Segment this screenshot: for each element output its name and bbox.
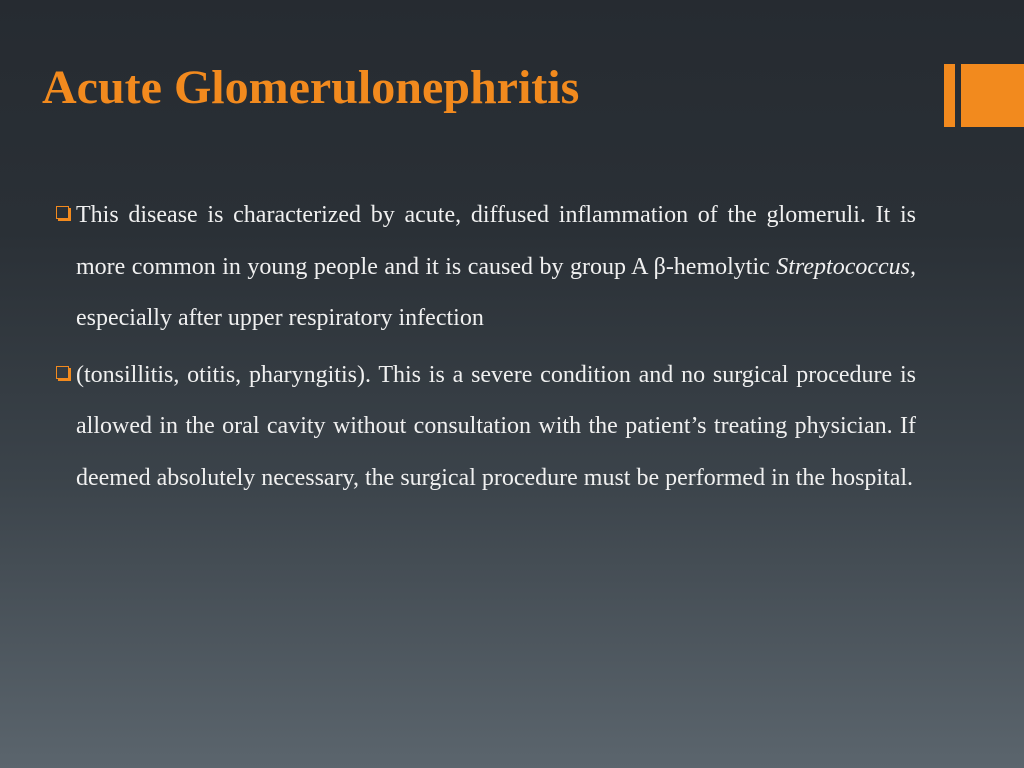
bullet-paragraph-1 xyxy=(54,190,916,345)
checkbox-square-bullet-icon xyxy=(56,366,69,379)
checkbox-square-bullet-icon xyxy=(56,206,69,219)
bullet-1-text-start: This disease is characterized by acute, diffused inflammation of the glomeruli. It is more common in young people and it is caused by group A β-hemolytic xyxy=(76,202,916,280)
accent-bar-thin xyxy=(944,64,955,127)
accent-bar-thick xyxy=(961,64,1024,127)
slide-title: Acute Glomerulonephritis xyxy=(42,61,580,114)
bullet-1-text-end: especially after upper respiratory infection xyxy=(76,305,484,331)
bullet-paragraph-2 xyxy=(54,350,916,505)
bullet-2-text: (tonsillitis, otitis, pharyngitis). This is a severe condition and no surgical procedure is allowed in the oral cavity without consultation with the patient’s treating physician. If deemed absolutely necessary, the surgical procedure must be performed in the hospital. xyxy=(76,361,916,491)
bullet-1-species-italic: Streptococcus, xyxy=(776,253,916,280)
slide-body xyxy=(54,190,916,504)
